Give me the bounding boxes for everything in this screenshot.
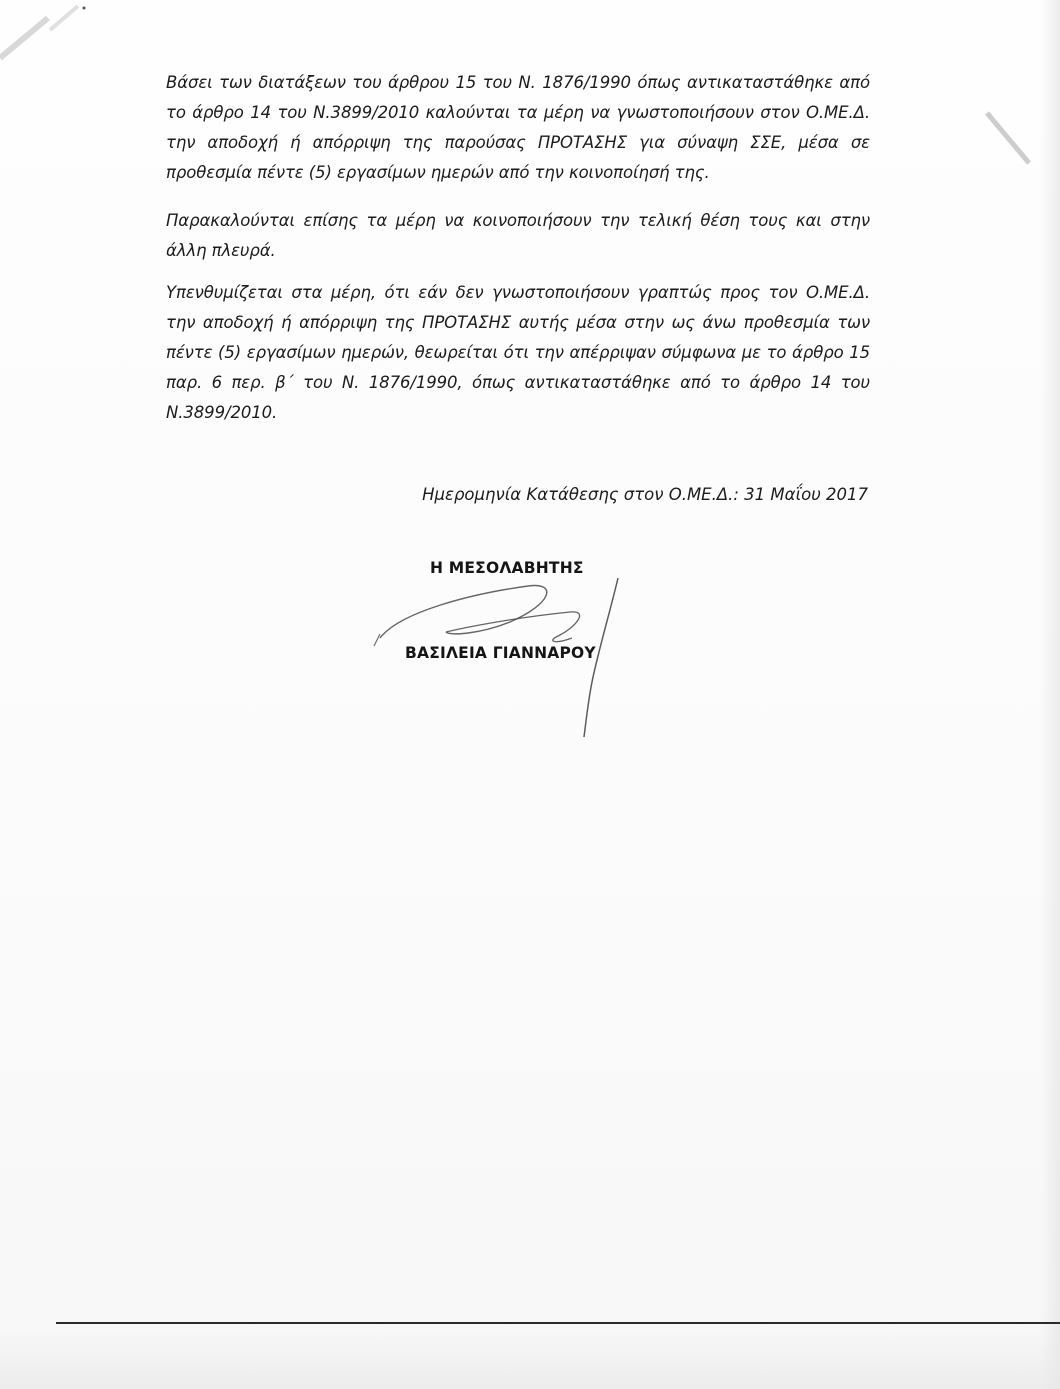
signatory-title: Η ΜΕΣΟΛΑΒΗΤΗΣ [430, 559, 584, 577]
paragraph-reminder: Υπενθυμίζεται στα μέρη, ότι εάν δεν γνωστοποιήσουν γραπτώς προς τον Ο.ΜΕ.Δ. την αποδοχή ή απόρριψη της ΠΡΟΤΑΣΗΣ αυτής μέσα στην ως άνω προθεσμία των πέντε (5) εργασίμων ημερών, θεωρείται ότι την απέρριψαν σύμφωνα με το άρθρο 15 παρ. 6 περ. β΄ του Ν. 1876/1990, όπως αντικαταστάθηκε από το άρθρο 14 του Ν.3899/2010. [166, 283, 870, 422]
bottom-rule [56, 1322, 1060, 1324]
submission-date: Ημερομηνία Κατάθεσης στον Ο.ΜΕ.Δ.: 31 Μαΐου 2017 [422, 485, 868, 504]
page-bottom-shadow [0, 1330, 1060, 1389]
signatory-name: ΒΑΣΙΛΕΙΑ ΓΙΑΝΝΑΡΟΥ [405, 644, 596, 662]
paragraph-notify-other-party: Παρακαλούνται επίσης τα μέρη να κοινοποιήσουν την τελική θέση τους και στην άλλη πλευρά. [166, 211, 870, 260]
scan-artifact-right-edge [985, 105, 1035, 170]
paragraph-deadline-notice: Βάσει των διατάξεων του άρθρου 15 του Ν. 1876/1990 όπως αντικαταστάθηκε από το άρθρο 14 του Ν.3899/2010 καλούνται τα μέρη να γνωστοποιήσουν στον Ο.ΜΕ.Δ. την αποδοχή ή απόρριψη της παρούσας ΠΡΟΤΑΣΗΣ για σύναψη ΣΣΕ, μέσα σε προθεσμία πέντε (5) εργασίμων ημερών από την κοινοποίησή της. [166, 73, 870, 182]
scan-artifact-top-left [0, 0, 100, 90]
page-edge-shadow [1040, 0, 1060, 1389]
